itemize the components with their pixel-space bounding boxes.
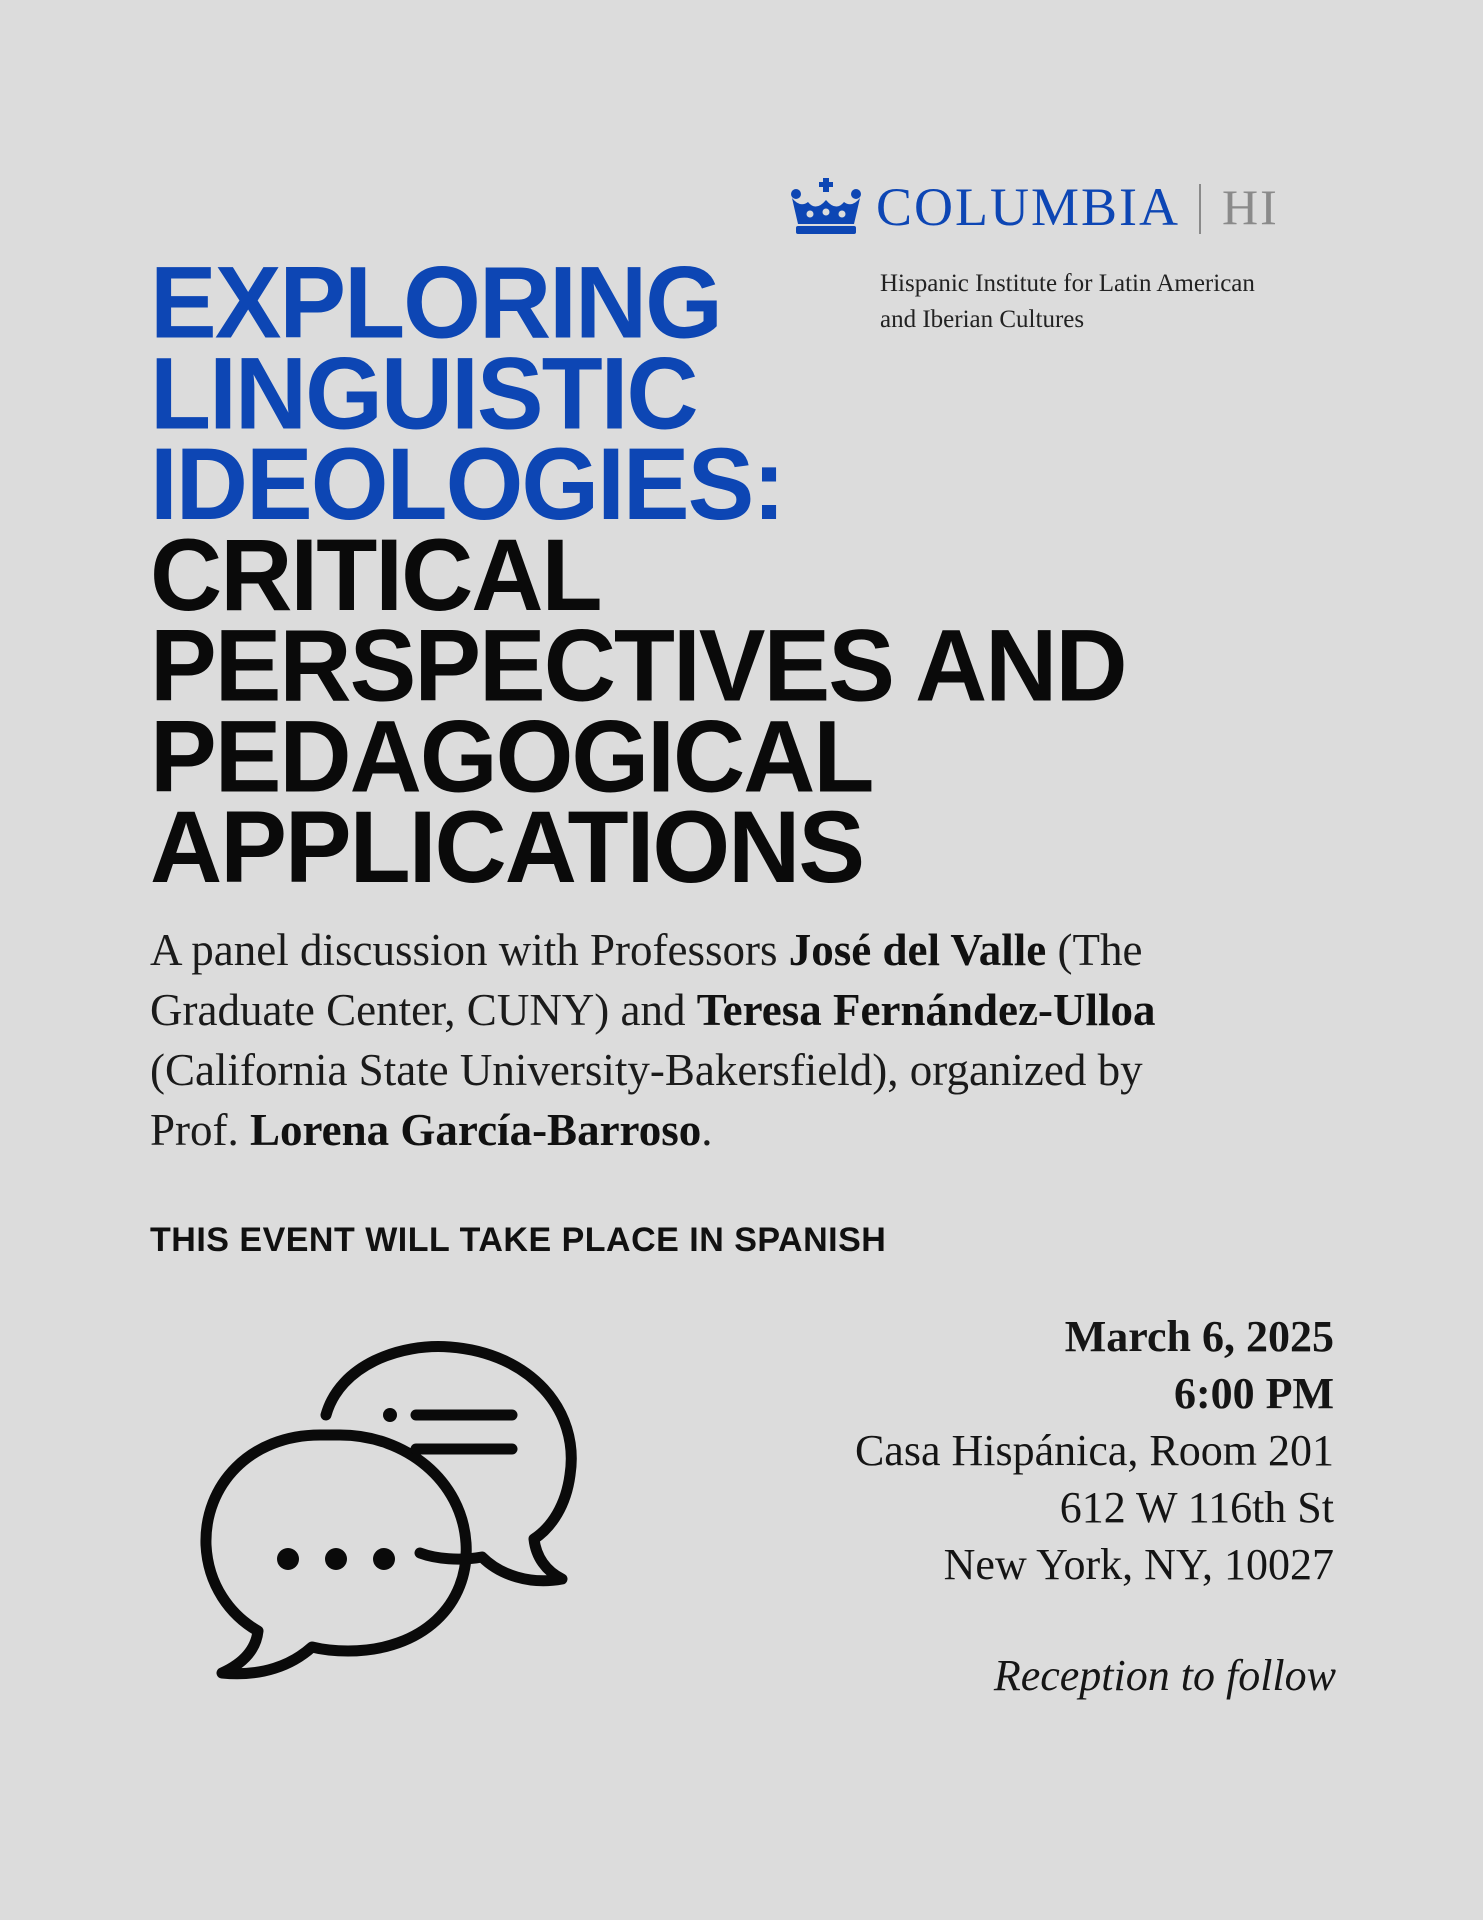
hi-abbreviation: HI: [1222, 179, 1279, 235]
columbia-hi-logo: [790, 172, 1310, 242]
title-line-1: EXPLORING: [150, 245, 721, 360]
speaker-name: José del Valle: [788, 925, 1047, 975]
institute-line-2: and Iberian Cultures: [880, 306, 1085, 333]
event-time: 6:00 PM: [1173, 1369, 1334, 1418]
event-date: March 6, 2025: [1064, 1312, 1334, 1361]
title-line-7: APPLICATIONS: [150, 790, 864, 905]
crown-icon: [790, 178, 862, 238]
chat-bubbles-icon: [200, 1335, 600, 1685]
title-line-4: CRITICAL: [150, 518, 601, 633]
description-text: Graduate Center, CUNY) and: [150, 985, 697, 1035]
description-text: (The: [1046, 925, 1143, 975]
language-notice: THIS EVENT WILL TAKE PLACE IN SPANISH: [150, 1221, 887, 1259]
description-text: Prof.: [150, 1105, 250, 1155]
description-line-3: (California State University-Bakersfield), organized by: [150, 1045, 1143, 1095]
event-title: [150, 245, 1300, 905]
event-description: [150, 920, 1350, 1160]
title-line-6: PEDAGOGICAL: [150, 699, 873, 814]
event-city: New York, NY, 10027: [943, 1540, 1334, 1589]
description-line-1: [150, 920, 1350, 980]
speaker-name: Teresa Fernández-Ulloa: [696, 985, 1156, 1035]
event-street: 612 W 116th St: [1059, 1483, 1334, 1532]
organizer-name: Lorena García-Barroso: [250, 1105, 702, 1155]
description-line-2: [150, 980, 1350, 1040]
reception-note: Reception to follow: [993, 1651, 1336, 1700]
description-line-4: [150, 1100, 1350, 1160]
description-text: A panel discussion with Professors: [150, 925, 789, 975]
event-details: [855, 1308, 1334, 1593]
description-text: .: [701, 1105, 713, 1155]
event-venue: Casa Hispánica, Room 201: [854, 1426, 1334, 1475]
title-line-5: PERSPECTIVES AND: [150, 608, 1126, 724]
title-line-2: LINGUISTIC: [150, 336, 697, 451]
logo-divider: [1199, 184, 1201, 234]
institute-line-1: Hispanic Institute for Latin American: [880, 270, 1255, 297]
columbia-wordmark: COLUMBIA: [876, 177, 1181, 237]
title-line-3: IDEOLOGIES:: [150, 427, 784, 542]
